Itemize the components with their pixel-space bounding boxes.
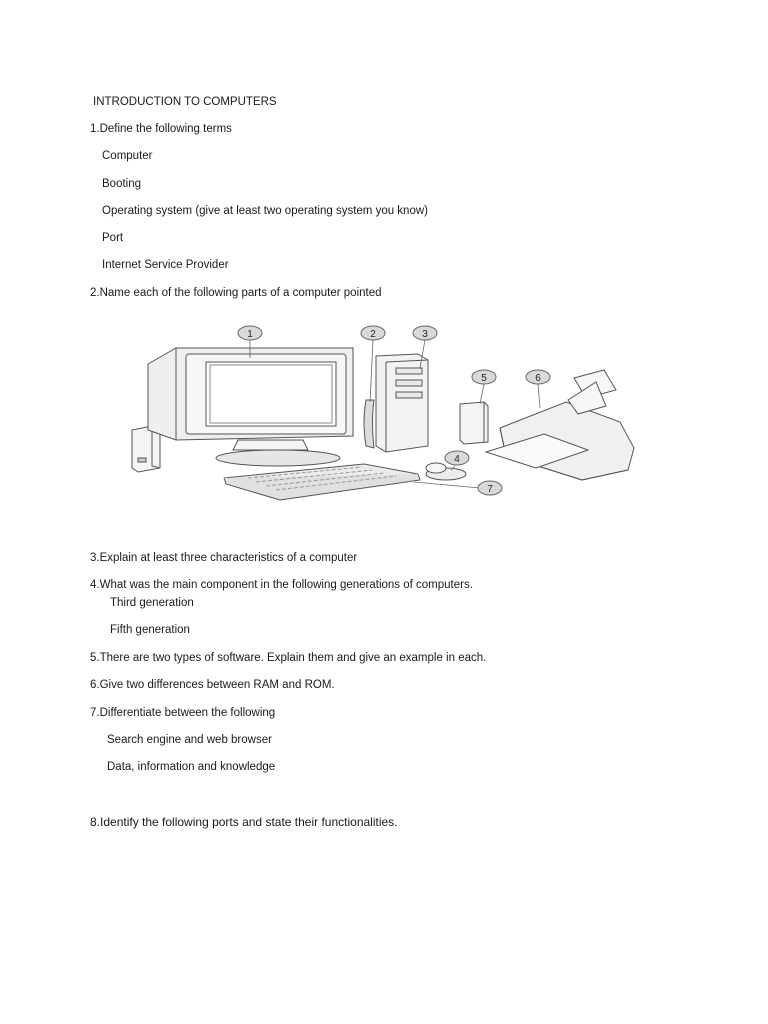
question-1-heading: 1.Define the following terms	[90, 123, 232, 135]
callout-number-2: 2	[370, 329, 376, 340]
callout-badge-5	[472, 370, 496, 384]
computer-parts-figure	[128, 318, 541, 518]
system-unit-drawing	[364, 354, 428, 452]
q1-term-booting: Booting	[102, 178, 142, 190]
monitor-drawing	[148, 348, 353, 466]
callout-number-1: 1	[247, 329, 253, 340]
q4-fifth-generation: Fifth generation	[110, 624, 190, 636]
q1-term-operating-system: Operating system (give at least two operating system you know)	[102, 205, 428, 217]
q1-term-computer: Computer	[102, 150, 153, 162]
document-title: INTRODUCTION TO COMPUTERS	[93, 96, 277, 108]
question-2-heading: 2.Name each of the following parts of a computer pointed	[90, 287, 382, 299]
question-8-heading: 8.Identify the following ports and state their functionalities.	[90, 815, 398, 829]
mouse-drawing	[426, 463, 466, 480]
callout-badge-6	[526, 370, 550, 384]
callout-badge-7	[478, 481, 502, 495]
printer-drawing	[486, 370, 634, 480]
question-4-heading: 4.What was the main component in the following generations of computers.	[90, 579, 473, 591]
q7-data-information-knowledge: Data, information and knowledge	[107, 761, 276, 773]
question-3-heading: 3.Explain at least three characteristics of a computer	[90, 552, 358, 564]
callout-number-3: 3	[422, 329, 428, 340]
question-6-heading: 6.Give two differences between RAM and ROM.	[90, 679, 335, 691]
callout-badge-4	[445, 451, 469, 465]
callout-number-6: 6	[535, 373, 541, 384]
q7-search-engine-web-browser: Search engine and web browser	[107, 734, 272, 746]
callout-badge-3	[413, 326, 437, 340]
q1-term-isp: Internet Service Provider	[102, 259, 229, 271]
callout-number-4: 4	[454, 454, 460, 465]
keyboard-drawing	[224, 464, 420, 500]
callout-number-5: 5	[481, 373, 487, 384]
callout-number-7: 7	[487, 484, 493, 495]
right-speaker-drawing	[460, 402, 488, 444]
q4-third-generation: Third generation	[110, 597, 194, 609]
q1-term-port: Port	[102, 232, 124, 244]
question-7-heading: 7.Differentiate between the following	[90, 707, 276, 719]
callout-badge-2	[361, 326, 385, 340]
callout-badge-1	[238, 326, 262, 340]
question-5-heading: 5.There are two types of software. Explain them and give an example in each.	[90, 652, 487, 664]
